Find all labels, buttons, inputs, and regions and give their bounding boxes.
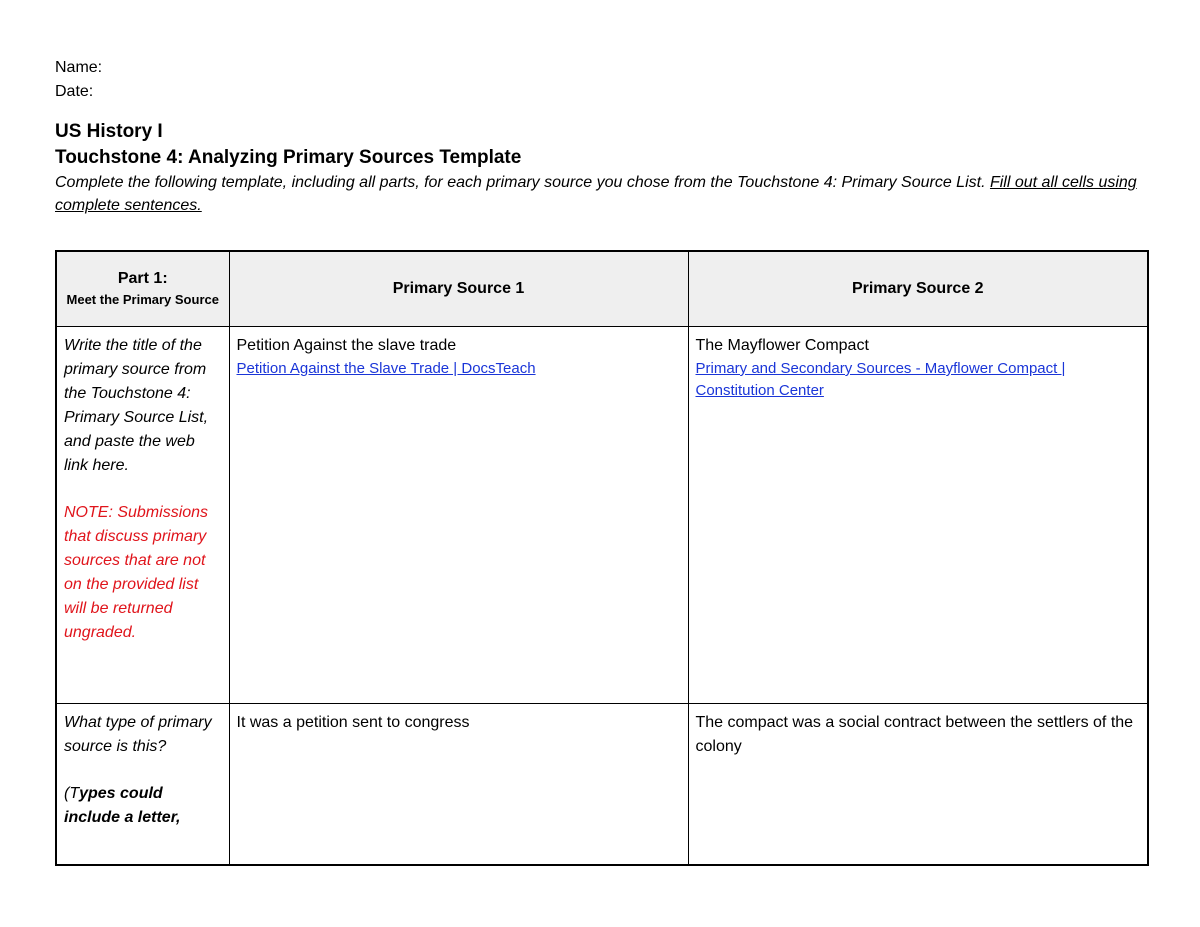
instructions-text: Complete the following template, including all parts, for each primary source you chose from the Touchstone 4: Primary Source List. xyxy=(55,174,990,191)
table-header-row xyxy=(56,251,1148,327)
source2-answer-cell[interactable] xyxy=(688,327,1148,704)
instructions xyxy=(55,171,1147,217)
question-hint-bold: ypes could include a letter, xyxy=(64,785,181,826)
table-row xyxy=(56,327,1148,704)
source2-link[interactable]: Primary and Secondary Sources - Mayflower Compact | Constitution Center xyxy=(695,360,1066,399)
source2-header: Primary Source 2 xyxy=(851,280,984,297)
part-label: Part 1: xyxy=(117,269,168,287)
note-text: NOTE: Submissions that discuss primary sources that are not on the provided list will be returned ungraded. xyxy=(64,504,209,641)
question-text: What type of primary source is this? xyxy=(64,714,212,755)
table-row xyxy=(56,704,1148,866)
question-hint xyxy=(64,782,222,830)
document-header xyxy=(55,56,1147,217)
source1-link[interactable]: Petition Against the Slave Trade | DocsTeach xyxy=(236,360,536,377)
source1-title: Petition Against the slave trade xyxy=(236,337,457,354)
date-label: Date: xyxy=(55,83,94,100)
source2-header-cell xyxy=(688,251,1148,327)
part-title: Meet the Primary Source xyxy=(66,291,219,307)
source2-title: The Mayflower Compact xyxy=(695,337,869,354)
source2-answer: The compact was a social contract between the settlers of the colony xyxy=(695,714,1134,755)
question-hint-prefix: (T xyxy=(64,785,80,802)
source1-header: Primary Source 1 xyxy=(392,280,525,297)
question-cell xyxy=(56,704,229,866)
course-title: US History I xyxy=(55,121,163,142)
part-header-cell xyxy=(56,251,229,327)
page-title: Touchstone 4: Analyzing Primary Sources Template xyxy=(55,147,522,168)
source1-answer-cell[interactable] xyxy=(229,704,688,866)
question-cell xyxy=(56,327,229,704)
source1-answer-cell[interactable] xyxy=(229,327,688,704)
source2-answer-cell[interactable] xyxy=(688,704,1148,866)
source1-header-cell xyxy=(229,251,688,327)
source1-answer: It was a petition sent to congress xyxy=(236,714,470,731)
instructions-emphasis: Fill out all cells using complete sentences. xyxy=(55,174,1137,214)
name-label: Name: xyxy=(55,59,103,76)
question-text: Write the title of the primary source from the Touchstone 4: Primary Source List, and paste the web link here. xyxy=(64,337,209,474)
analysis-table xyxy=(55,250,1149,866)
